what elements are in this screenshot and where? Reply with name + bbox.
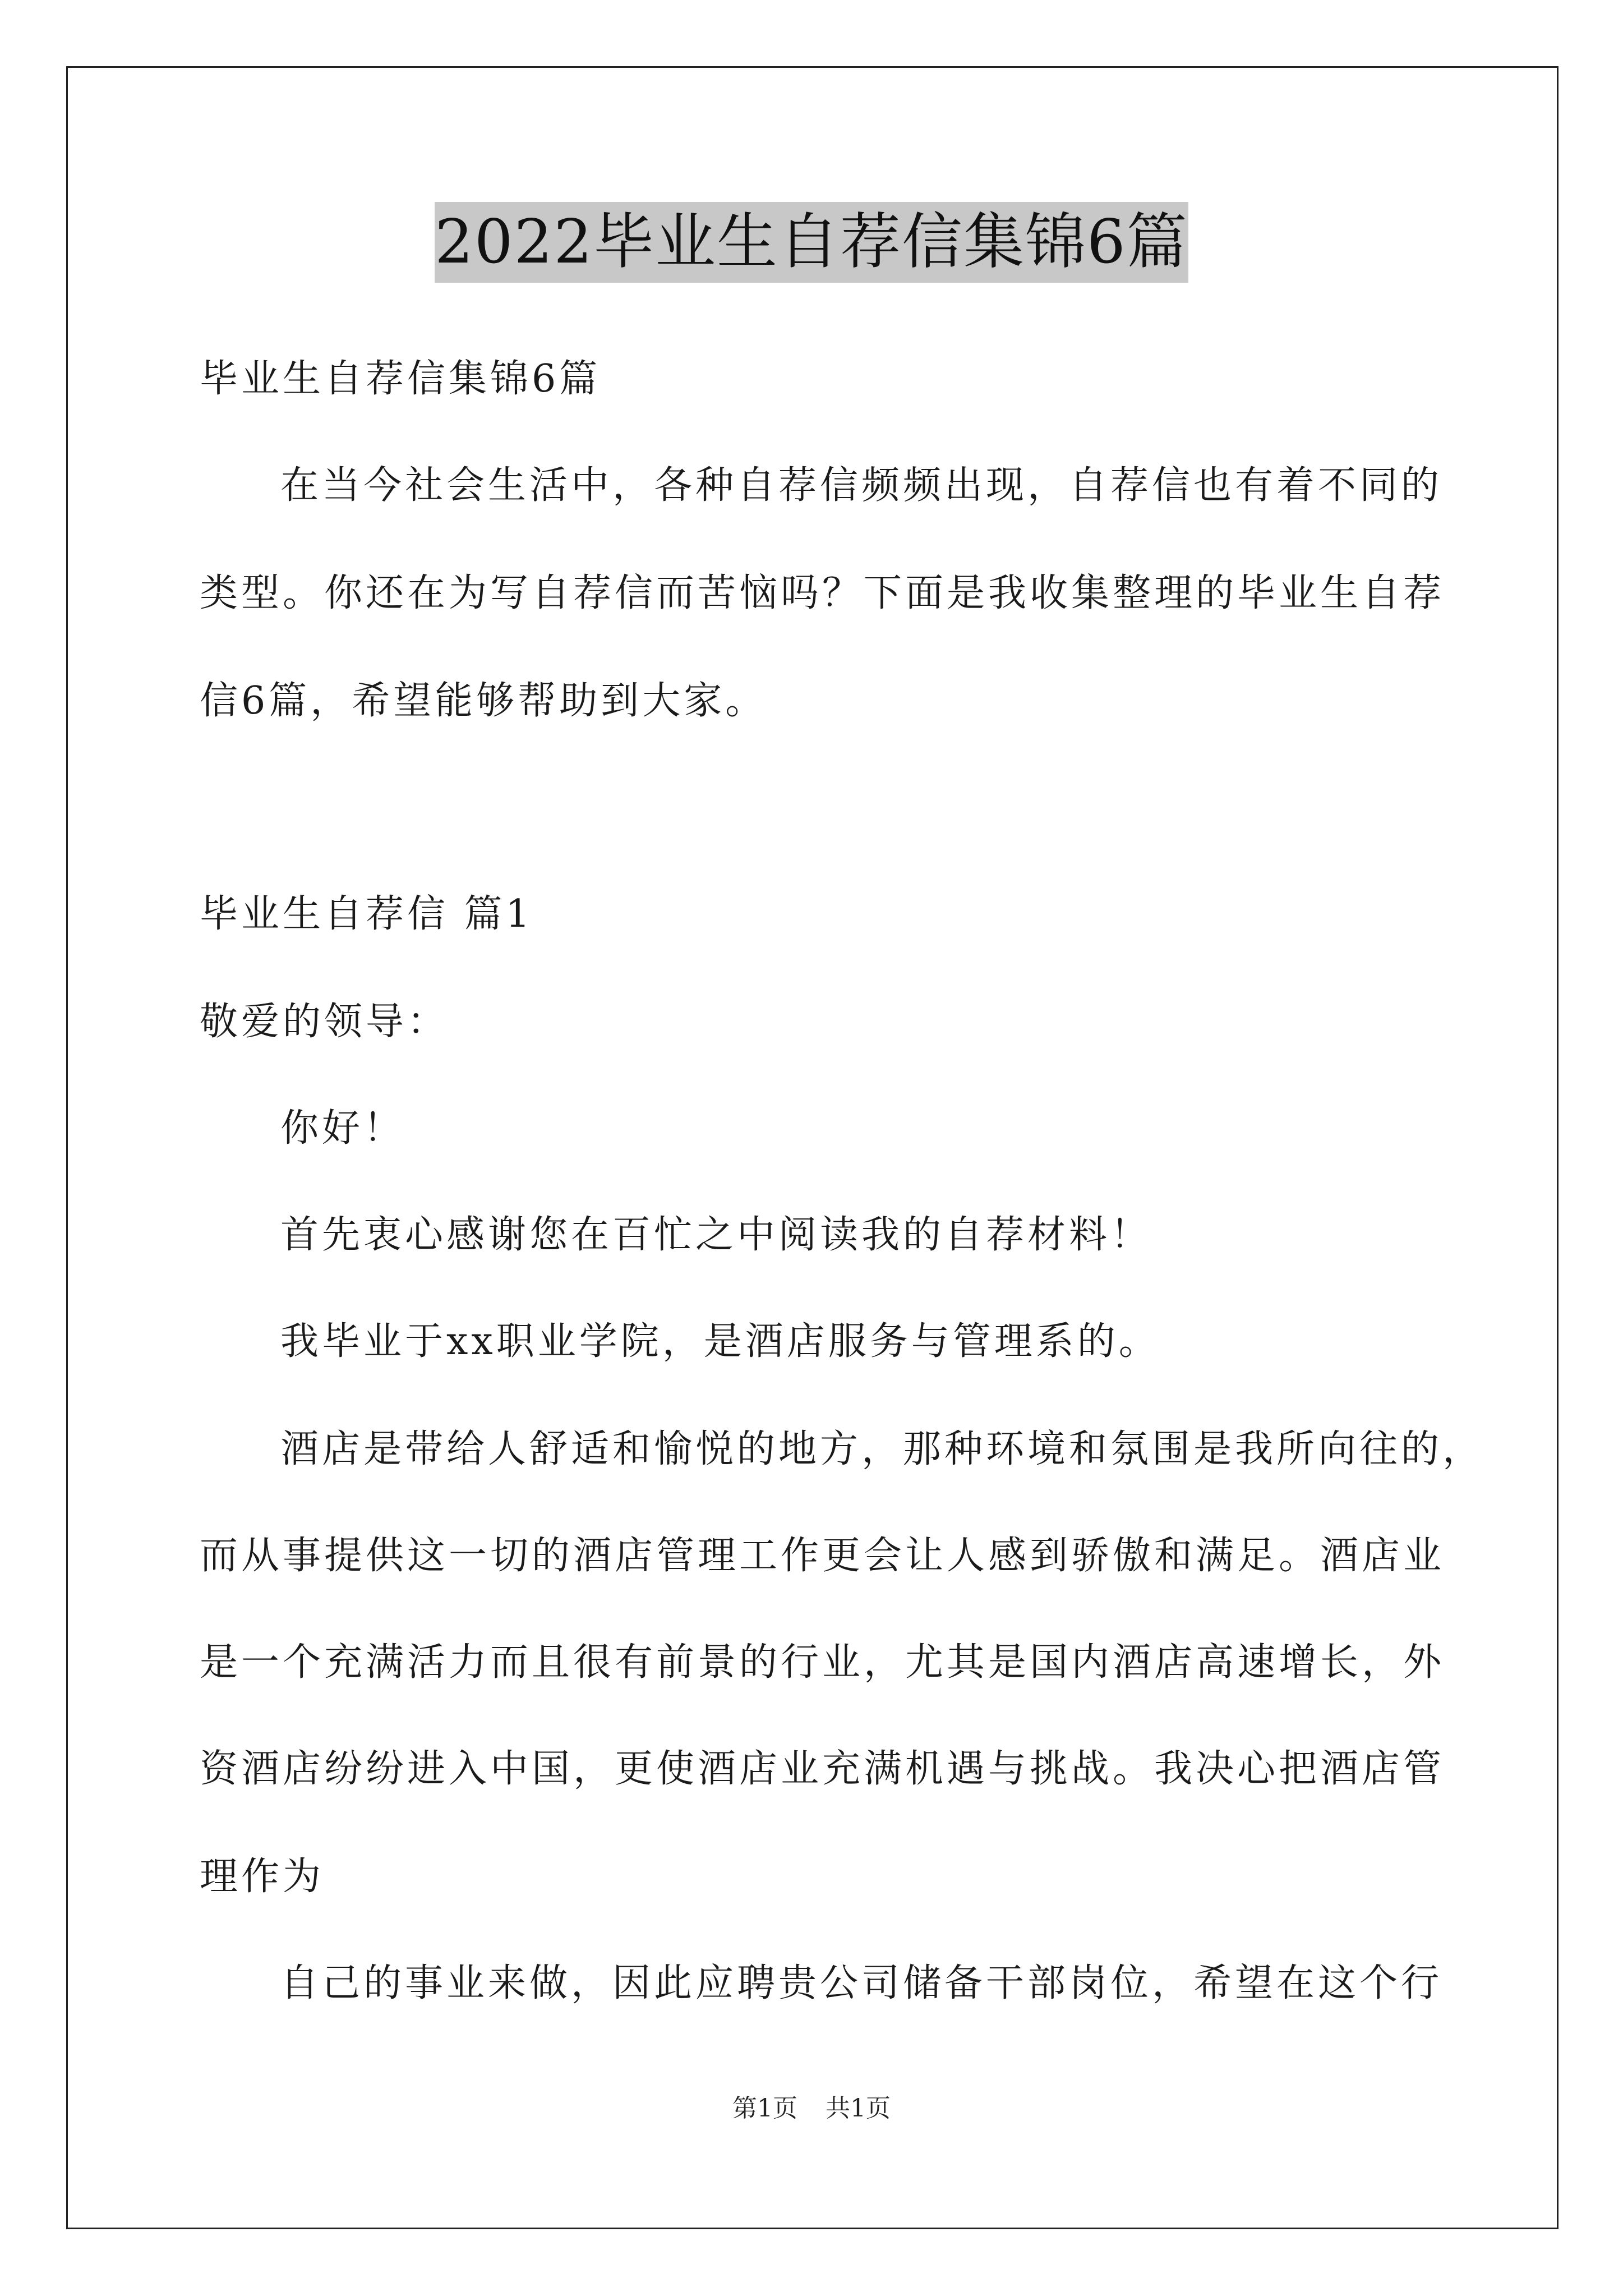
page-footer — [0, 2088, 1623, 2124]
paragraph-line: 类型。你还在为写自荐信而苦恼吗？下面是我收集整理的毕业生自荐 — [200, 571, 1445, 615]
paragraph-line: 信6篇，希望能够帮助到大家。 — [200, 679, 767, 723]
paragraph-line: 自己的事业来做，因此应聘贵公司储备干部岗位，希望在这个行 — [280, 1961, 1443, 2005]
paragraph-line: 首先衷心感谢您在百忙之中阅读我的自荐材料！ — [280, 1213, 1152, 1257]
paragraph-line: 在当今社会生活中，各种自荐信频频出现，自荐信也有着不同的 — [280, 463, 1443, 508]
paragraph-line: 是一个充满活力而且很有前景的行业，尤其是国内酒店高速增长，外 — [200, 1640, 1445, 1685]
page-total: 共1页 — [826, 2094, 891, 2123]
paragraph-line: 酒店是带给人舒适和愉悦的地方，那种环境和氛围是我所向往的， — [280, 1427, 1484, 1471]
document-title: 2022毕业生自荐信集锦6篇 — [435, 202, 1188, 283]
paragraph-line: 理作为 — [200, 1855, 325, 1899]
title-wrap — [0, 202, 1623, 283]
subtitle-line: 毕业生自荐信集锦6篇 — [200, 357, 601, 401]
paragraph-line: 我毕业于xx职业学院，是酒店服务与管理系的。 — [280, 1319, 1160, 1364]
paragraph-line: 资酒店纷纷进入中国，更使酒店业充满机遇与挑战。我决心把酒店管 — [200, 1747, 1445, 1791]
greeting: 你好！ — [280, 1106, 405, 1151]
paragraph-line: 而从事提供这一切的酒店管理工作更会让人感到骄傲和满足。酒店业 — [200, 1534, 1445, 1578]
page-number: 第1页 — [732, 2094, 797, 2123]
section-heading: 毕业生自荐信 篇1 — [200, 892, 533, 936]
salutation: 敬爱的领导： — [200, 1000, 449, 1044]
